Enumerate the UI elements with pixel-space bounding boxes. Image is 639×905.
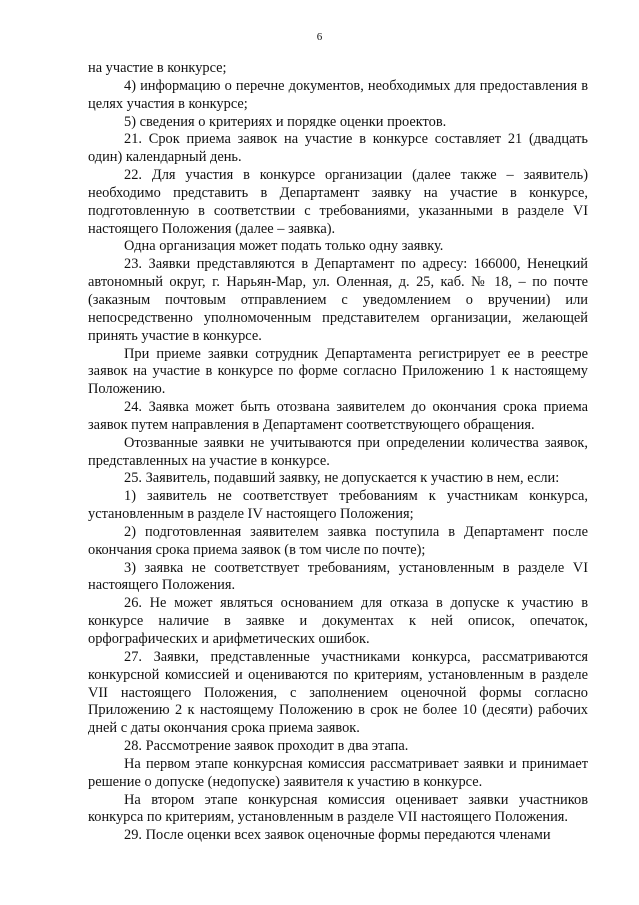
paragraph: 29. После оценки всех заявок оценочные формы передаются членами bbox=[124, 827, 551, 844]
paragraph: 2) подготовленная заявителем заявка поступила в Департамент после окончания срока приема заявок (в том числе по почте); bbox=[88, 523, 588, 558]
page-number: 6 bbox=[316, 31, 323, 43]
paragraph: 21. Срок приема заявок на участие в конкурсе составляет 21 (двадцать один) календарный день. bbox=[88, 131, 588, 166]
paragraph: 26. Не может являться основанием для отказа в допуске к участию в конкурсе наличие в заявке и документах к ней описок, опечаток, орфографических и арифметических ошибок. bbox=[88, 595, 588, 647]
paragraph: Отозванные заявки не учитываются при определении количества заявок, представленных на участие в конкурсе. bbox=[88, 434, 588, 469]
paragraph: на участие в конкурсе; bbox=[88, 60, 227, 76]
paragraph: 24. Заявка может быть отозвана заявителем до окончания срока приема заявок путем направления в Департамент соответствующего обращения. bbox=[88, 399, 588, 433]
paragraph: 5) сведения о критериях и порядке оценки проектов. bbox=[124, 113, 447, 130]
paragraph: При приеме заявки сотрудник Департамента регистрирует ее в реестре заявок на участие в конкурсе по форме согласно Приложению 1 к настоящему Положению. bbox=[88, 345, 588, 398]
paragraph: 22. Для участия в конкурсе организации (далее также – заявитель) необходимо представить в Департамент заявку на участие в конкурсе, подготовленную в соответствии с требованиями, указанными в разделе VI настоящего Положения (далее – заявка). bbox=[88, 167, 588, 237]
document-body bbox=[88, 60, 588, 845]
paragraph: 27. Заявки, представленные участниками конкурса, рассматриваются конкурсной комиссией и оцениваются по критериям, установленным в разделе VII настоящего Положения, с заполнением оценочной формы согласно Приложению 2 к настоящему Положению в срок не более 10 (десяти) рабочих дней с даты окончания срока приема заявок. bbox=[88, 648, 588, 737]
paragraph: 3) заявка не соответствует требованиям, установленным в разделе VI настоящего Положения. bbox=[88, 559, 588, 594]
paragraph: 28. Рассмотрение заявок проходит в два этапа. bbox=[124, 738, 409, 755]
paragraph: На первом этапе конкурсная комиссия рассматривает заявки и принимает решение о допуске (недопуске) заявителя к участию в конкурсе. bbox=[88, 755, 588, 790]
paragraph: На втором этапе конкурсная комиссия оценивает заявки участников конкурса по критериям, установленным в разделе VII настоящего Положения. bbox=[88, 791, 588, 826]
paragraph: Одна организация может подать только одну заявку. bbox=[124, 238, 444, 255]
paragraph: 1) заявитель не соответствует требованиям к участникам конкурса, установленным в разделе IV настоящего Положения; bbox=[88, 488, 588, 523]
paragraph: 4) информацию о перечне документов, необходимых для предоставления в целях участия в конкурсе; bbox=[88, 77, 588, 112]
paragraph: 23. Заявки представляются в Департамент по адресу: 166000, Ненецкий автономный округ, г. Нарьян-Мар, ул. Оленная, д. 25, каб. № 18, – по почте (заказным почтовым отправлением с уведомлением о вручении) или непосредственно уполномоченным представителем организации, желающей принять участие в конкурсе. bbox=[88, 256, 588, 344]
paragraph: 25. Заявитель, подавший заявку, не допускается к участию в нем, если: bbox=[124, 470, 560, 487]
